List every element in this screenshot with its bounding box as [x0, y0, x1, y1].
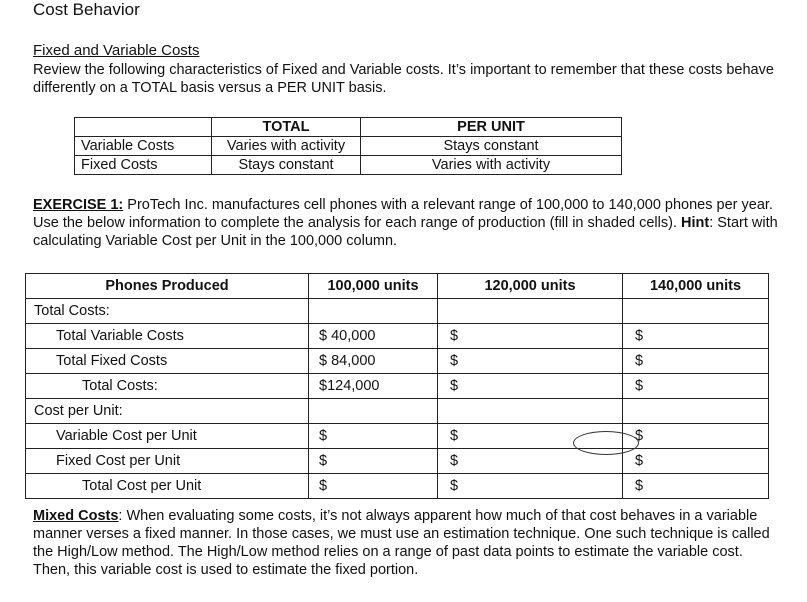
group-total-costs: Total Costs:	[26, 299, 309, 324]
mixed-costs-text	[33, 507, 783, 579]
cell-input[interactable]: $	[438, 474, 623, 499]
table1-cell: Varies with activity	[212, 137, 361, 156]
cell-input[interactable]: $	[309, 424, 438, 449]
cell-value: $ 84,000	[309, 349, 438, 374]
cell-input[interactable]: $	[309, 474, 438, 499]
mixed-costs-body: : When evaluating some costs, it’s not always apparent how much of that cost behaves in a variable manner verses a fixed manner. In those cases, we must use an estimation technique. One such technique is called the High/Low method. The High/Low method relies on a range of past data points to estimate the variable cost. Then, this variable cost is used to estimate the fixed portion.	[33, 508, 770, 578]
table1-cell: Variable Costs	[75, 137, 212, 156]
exercise-label: EXERCISE 1:	[33, 197, 124, 213]
section-heading-fixed-variable: Fixed and Variable Costs	[33, 42, 200, 59]
cell-input[interactable]: $	[623, 424, 769, 449]
cell-input[interactable]: $	[438, 324, 623, 349]
cell-input[interactable]: $	[623, 449, 769, 474]
row-label: Total Variable Costs	[26, 324, 309, 349]
exercise-text-part1: ProTech Inc. manufactures cell phones with a relevant range of 100,000 to 140,000 phones per year. Use the below information to complete the analysis for each range of production (fill in shaded cells).	[33, 197, 773, 231]
cell-input[interactable]: $	[623, 349, 769, 374]
exercise-text	[33, 196, 783, 250]
empty-cell	[309, 399, 438, 424]
header-140000: 140,000 units	[623, 274, 769, 299]
empty-cell	[309, 299, 438, 324]
header-100000: 100,000 units	[309, 274, 438, 299]
cell-input[interactable]: $	[438, 449, 623, 474]
cell-input[interactable]: $	[623, 324, 769, 349]
empty-cell	[623, 399, 769, 424]
hint-label: Hint	[681, 215, 710, 231]
hand-drawn-circle-annotation	[573, 431, 639, 455]
cost-characteristics-table	[74, 117, 622, 175]
empty-cell	[438, 399, 623, 424]
table1-cell: Fixed Costs	[75, 156, 212, 175]
empty-cell	[623, 299, 769, 324]
cell-input[interactable]: $	[623, 474, 769, 499]
row-label: Fixed Cost per Unit	[26, 449, 309, 474]
page-title: Cost Behavior	[33, 0, 140, 19]
table1-header-per-unit: PER UNIT	[361, 118, 622, 137]
section-intro-text: Review the following characteristics of Fixed and Variable costs. It’s important to remember that these costs behave differently on a TOTAL basis versus a PER UNIT basis.	[33, 62, 774, 96]
row-label: Total Fixed Costs	[26, 349, 309, 374]
cell-value: $ 40,000	[309, 324, 438, 349]
row-label: Total Cost per Unit	[26, 474, 309, 499]
mixed-costs-label: Mixed Costs	[33, 508, 119, 524]
header-120000: 120,000 units	[438, 274, 623, 299]
exercise-text-part2: : Start with calculating Variable Cost per Unit in the 100,000 column.	[33, 215, 778, 249]
cell-input[interactable]: $	[438, 349, 623, 374]
row-label: Variable Cost per Unit	[26, 424, 309, 449]
table1-header-blank	[75, 118, 212, 137]
phones-analysis-table	[25, 273, 769, 499]
cell-input[interactable]: $	[438, 374, 623, 399]
group-cost-per-unit: Cost per Unit:	[26, 399, 309, 424]
table1-cell: Stays constant	[361, 137, 622, 156]
cell-input[interactable]: $	[623, 374, 769, 399]
empty-cell	[438, 299, 623, 324]
header-phones-produced: Phones Produced	[26, 274, 309, 299]
cell-input[interactable]: $	[438, 424, 623, 449]
cell-input[interactable]: $	[309, 449, 438, 474]
cell-value: $124,000	[309, 374, 438, 399]
table1-cell: Stays constant	[212, 156, 361, 175]
table1-cell: Varies with activity	[361, 156, 622, 175]
row-label: Total Costs:	[26, 374, 309, 399]
table1-header-total: TOTAL	[212, 118, 361, 137]
